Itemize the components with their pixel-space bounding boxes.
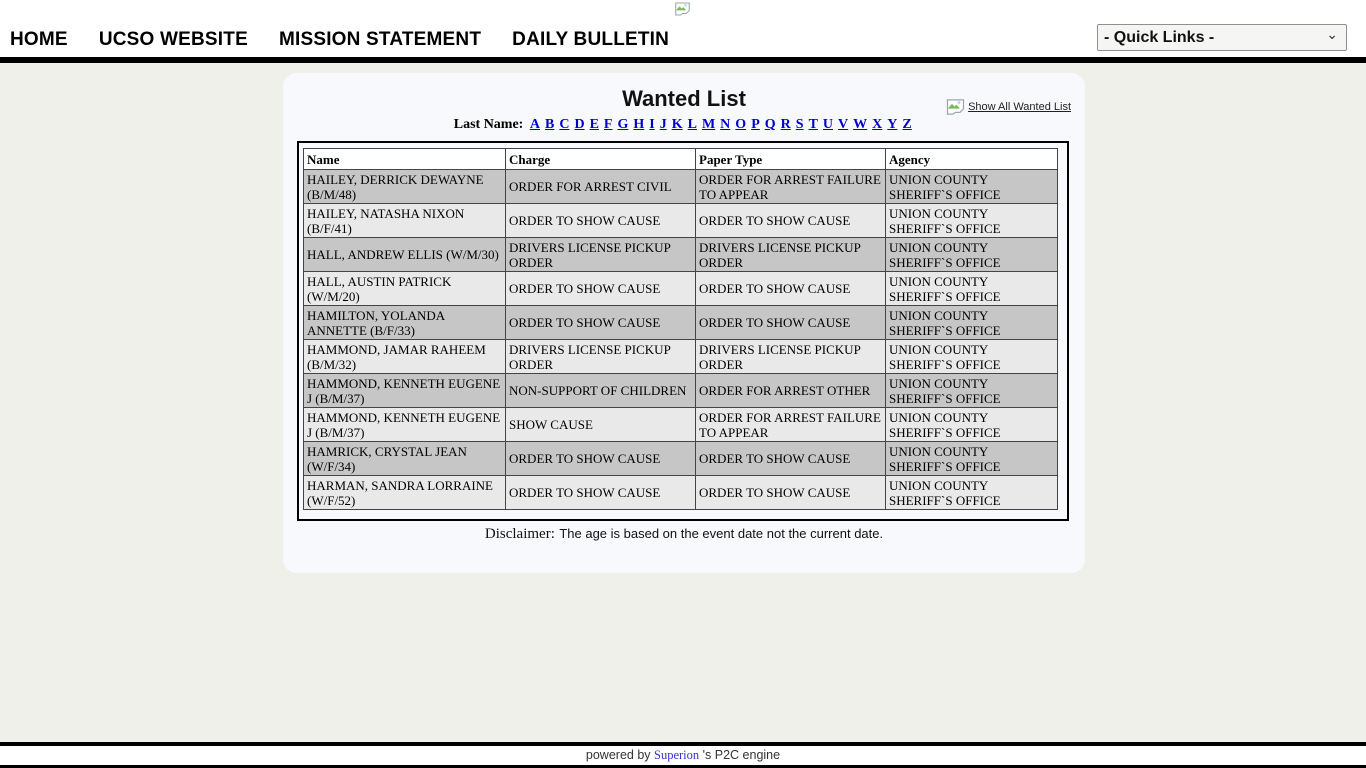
table-row xyxy=(304,374,1058,408)
table-row xyxy=(304,476,1058,510)
cell-agency: UNION COUNTY SHERIFF`S OFFICE xyxy=(886,170,1058,204)
cell-name: HAMMOND, JAMAR RAHEEM (B/M/32) xyxy=(304,340,506,374)
quick-links-select[interactable] xyxy=(1097,24,1347,51)
table-row xyxy=(304,272,1058,306)
cell-name: HAILEY, NATASHA NIXON (B/F/41) xyxy=(304,204,506,238)
table-row xyxy=(304,408,1058,442)
cell-paper-type: ORDER FOR ARREST FAILURE TO APPEAR xyxy=(696,170,886,204)
letter-link-F[interactable]: F xyxy=(603,117,613,132)
letter-link-J[interactable]: J xyxy=(659,117,667,132)
main-nav xyxy=(10,29,669,51)
table-row xyxy=(304,238,1058,272)
cell-paper-type: ORDER FOR ARREST OTHER xyxy=(696,374,886,408)
nav-home[interactable]: HOME xyxy=(10,29,68,50)
superion-link[interactable]: Superion xyxy=(654,748,700,762)
letter-link-M[interactable]: M xyxy=(701,117,716,132)
cell-name: HALL, ANDREW ELLIS (W/M/30) xyxy=(304,238,506,272)
cell-agency: UNION COUNTY SHERIFF`S OFFICE xyxy=(886,476,1058,510)
letter-link-W[interactable]: W xyxy=(853,117,868,132)
letter-link-U[interactable]: U xyxy=(822,117,834,132)
wanted-list-panel xyxy=(283,73,1085,573)
col-header-name: Name xyxy=(304,149,506,170)
table-row xyxy=(304,306,1058,340)
cell-charge: DRIVERS LICENSE PICKUP ORDER xyxy=(506,340,696,374)
cell-agency: UNION COUNTY SHERIFF`S OFFICE xyxy=(886,204,1058,238)
letter-link-R[interactable]: R xyxy=(780,117,791,132)
table-row xyxy=(304,204,1058,238)
cell-paper-type: ORDER TO SHOW CAUSE xyxy=(696,272,886,306)
letter-links xyxy=(527,117,914,132)
table-row xyxy=(304,170,1058,204)
wanted-table-container xyxy=(297,141,1069,521)
letter-link-V[interactable]: V xyxy=(838,117,849,132)
cell-charge: ORDER TO SHOW CAUSE xyxy=(506,442,696,476)
letter-link-I[interactable]: I xyxy=(649,117,655,132)
cell-charge: ORDER TO SHOW CAUSE xyxy=(506,306,696,340)
cell-charge: ORDER TO SHOW CAUSE xyxy=(506,272,696,306)
last-name-filter xyxy=(283,117,1085,133)
cell-name: HARMAN, SANDRA LORRAINE (W/F/52) xyxy=(304,476,506,510)
cell-charge: NON-SUPPORT OF CHILDREN xyxy=(506,374,696,408)
letter-link-H[interactable]: H xyxy=(633,117,645,132)
nav-ucso-website[interactable]: UCSO WEBSITE xyxy=(98,29,248,50)
top-header xyxy=(0,0,1366,57)
cell-name: HAMMOND, KENNETH EUGENE J (B/M/37) xyxy=(304,374,506,408)
letter-link-P[interactable]: P xyxy=(751,117,760,132)
last-name-label: Last Name: xyxy=(453,117,524,132)
disclaimer-text: The age is based on the event date not the current date. xyxy=(559,526,884,541)
cell-paper-type: ORDER TO SHOW CAUSE xyxy=(696,204,886,238)
cell-paper-type: DRIVERS LICENSE PICKUP ORDER xyxy=(696,340,886,374)
letter-link-Y[interactable]: Y xyxy=(887,117,898,132)
broken-image-icon xyxy=(946,99,965,115)
powered-by-text: powered by xyxy=(585,748,651,762)
letter-link-Z[interactable]: Z xyxy=(902,117,912,132)
cell-name: HAILEY, DERRICK DEWAYNE (B/M/48) xyxy=(304,170,506,204)
letter-link-K[interactable]: K xyxy=(671,117,683,132)
disclaimer xyxy=(283,525,1085,543)
cell-agency: UNION COUNTY SHERIFF`S OFFICE xyxy=(886,238,1058,272)
letter-link-X[interactable]: X xyxy=(872,117,883,132)
cell-agency: UNION COUNTY SHERIFF`S OFFICE xyxy=(886,374,1058,408)
quick-links-wrap xyxy=(1097,24,1347,51)
letter-link-E[interactable]: E xyxy=(589,117,599,132)
cell-agency: UNION COUNTY SHERIFF`S OFFICE xyxy=(886,408,1058,442)
page-title: Wanted List xyxy=(622,86,746,111)
disclaimer-label: Disclaimer: xyxy=(484,526,555,542)
cell-paper-type: ORDER TO SHOW CAUSE xyxy=(696,306,886,340)
cell-agency: UNION COUNTY SHERIFF`S OFFICE xyxy=(886,272,1058,306)
cell-paper-type: ORDER TO SHOW CAUSE xyxy=(696,476,886,510)
letter-link-T[interactable]: T xyxy=(808,117,818,132)
letter-link-D[interactable]: D xyxy=(574,117,585,132)
nav-mission-statement[interactable]: MISSION STATEMENT xyxy=(278,29,482,50)
footer xyxy=(0,746,1366,765)
cell-charge: DRIVERS LICENSE PICKUP ORDER xyxy=(506,238,696,272)
letter-link-O[interactable]: O xyxy=(735,117,747,132)
cell-paper-type: ORDER FOR ARREST FAILURE TO APPEAR xyxy=(696,408,886,442)
chevron-down-icon: ⌄ xyxy=(1326,26,1338,42)
cell-name: HAMILTON, YOLANDA ANNETTE (B/F/33) xyxy=(304,306,506,340)
col-header-agency: Agency xyxy=(886,149,1058,170)
cell-charge: ORDER TO SHOW CAUSE xyxy=(506,204,696,238)
p2c-engine-text: 's P2C engine xyxy=(702,748,781,762)
cell-agency: UNION COUNTY SHERIFF`S OFFICE xyxy=(886,340,1058,374)
col-header-charge: Charge xyxy=(506,149,696,170)
letter-link-G[interactable]: G xyxy=(617,117,629,132)
table-row xyxy=(304,442,1058,476)
cell-paper-type: ORDER TO SHOW CAUSE xyxy=(696,442,886,476)
cell-charge: SHOW CAUSE xyxy=(506,408,696,442)
cell-charge: ORDER TO SHOW CAUSE xyxy=(506,476,696,510)
cell-agency: UNION COUNTY SHERIFF`S OFFICE xyxy=(886,306,1058,340)
cell-name: HALL, AUSTIN PATRICK (W/M/20) xyxy=(304,272,506,306)
cell-charge: ORDER FOR ARREST CIVIL xyxy=(506,170,696,204)
letter-link-C[interactable]: C xyxy=(559,117,570,132)
letter-link-S[interactable]: S xyxy=(795,117,804,132)
show-all-wanted-link[interactable] xyxy=(946,99,1071,115)
cell-name: HAMRICK, CRYSTAL JEAN (W/F/34) xyxy=(304,442,506,476)
letter-link-A[interactable]: A xyxy=(529,117,540,132)
show-all-wanted-label: Show All Wanted List xyxy=(968,101,1071,113)
table-row xyxy=(304,340,1058,374)
letter-link-B[interactable]: B xyxy=(544,117,555,132)
nav-daily-bulletin[interactable]: DAILY BULLETIN xyxy=(512,29,670,50)
cell-paper-type: DRIVERS LICENSE PICKUP ORDER xyxy=(696,238,886,272)
page-body xyxy=(0,63,1366,742)
wanted-table xyxy=(303,148,1058,510)
table-header-row xyxy=(304,149,1058,170)
col-header-paper-type: Paper Type xyxy=(696,149,886,170)
cell-name: HAMMOND, KENNETH EUGENE J (B/M/37) xyxy=(304,408,506,442)
letter-link-L[interactable]: L xyxy=(687,117,697,132)
broken-image-icon xyxy=(675,2,690,16)
letter-link-N[interactable]: N xyxy=(720,117,731,132)
letter-link-Q[interactable]: Q xyxy=(764,117,776,132)
cell-agency: UNION COUNTY SHERIFF`S OFFICE xyxy=(886,442,1058,476)
